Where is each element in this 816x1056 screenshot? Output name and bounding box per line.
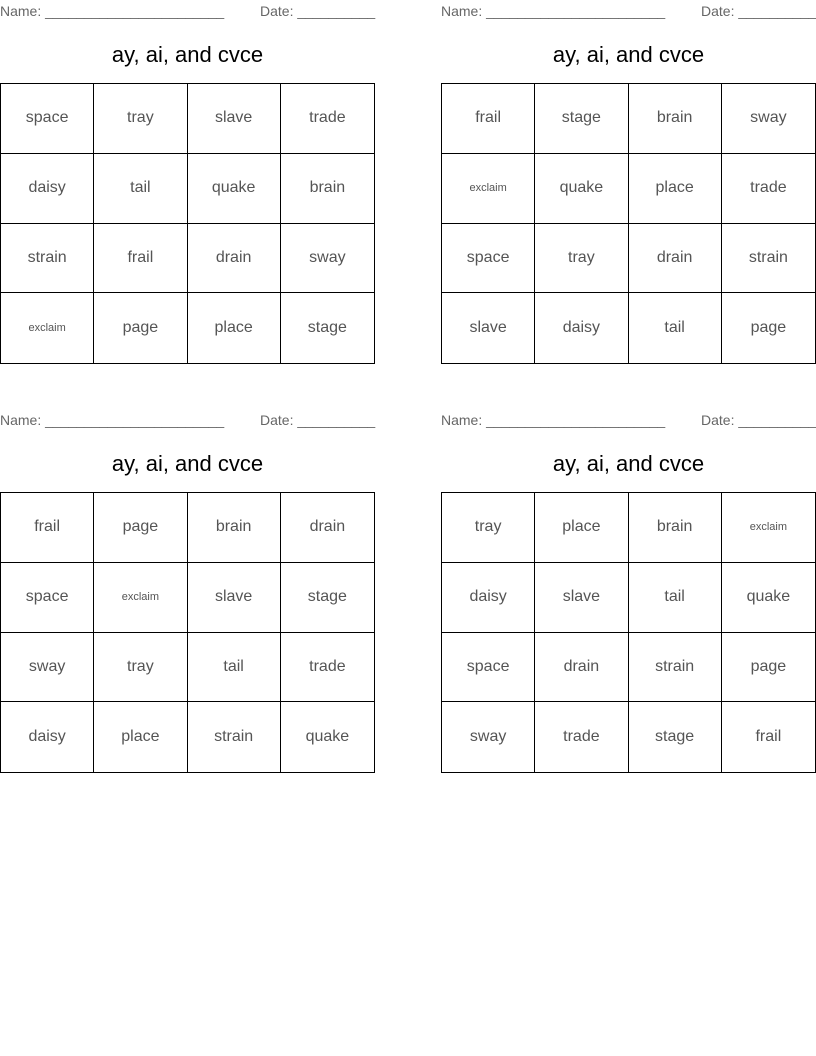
bingo-cell: trade [722, 154, 815, 224]
card-title: ay, ai, and cvce [111, 42, 264, 67]
bingo-cell: space [442, 224, 535, 294]
bingo-cell: page [94, 293, 187, 363]
bingo-cell: strain [188, 702, 281, 772]
bingo-cell: slave [188, 84, 281, 154]
bingo-cell: trade [535, 702, 628, 772]
bingo-cell: daisy [1, 154, 94, 224]
bingo-cell: page [94, 493, 187, 563]
card-title: ay, ai, and cvce [552, 451, 705, 476]
bingo-card-2 [441, 0, 816, 364]
card-header [0, 412, 375, 428]
bingo-cell: place [188, 293, 281, 363]
bingo-card-4 [441, 409, 816, 773]
card-header [441, 412, 816, 428]
bingo-cell: tray [535, 224, 628, 294]
bingo-cell: slave [535, 563, 628, 633]
bingo-cell: brain [188, 493, 281, 563]
bingo-cell: slave [442, 293, 535, 363]
name-field: Name: _______________________ [441, 3, 666, 19]
bingo-cell: slave [188, 563, 281, 633]
bingo-cell: brain [629, 493, 722, 563]
bingo-cell: quake [305, 728, 350, 746]
bingo-cell: drain [629, 224, 722, 294]
bingo-cell: stage [629, 702, 722, 772]
bingo-cell: sway [442, 702, 535, 772]
bingo-grid [0, 83, 375, 364]
date-field: Date: __________ [701, 412, 816, 428]
bingo-cell: tail [629, 293, 722, 363]
bingo-cell: quake [188, 154, 281, 224]
bingo-cell: brain [629, 84, 722, 154]
bingo-cell: page [750, 319, 787, 337]
bingo-cell: sway [1, 633, 94, 703]
bingo-cell: space [1, 563, 94, 633]
bingo-cell: sway [281, 224, 374, 294]
date-field: Date: __________ [260, 412, 376, 428]
bingo-cell: frail [94, 224, 187, 294]
bingo-cell: place [94, 702, 187, 772]
bingo-cell: space [442, 633, 535, 703]
bingo-cell: trade [281, 84, 374, 154]
name-field: Name: _______________________ [441, 412, 666, 428]
card-title: ay, ai, and cvce [552, 42, 705, 67]
bingo-cell: stage [281, 563, 374, 633]
date-field: Date: __________ [260, 3, 376, 19]
bingo-cell: daisy [442, 563, 535, 633]
bingo-cell: exclaim [442, 154, 535, 224]
bingo-cell: strain [629, 633, 722, 703]
bingo-cell: page [722, 633, 815, 703]
card-header [0, 3, 375, 19]
bingo-card-3 [0, 409, 375, 773]
bingo-grid [441, 492, 816, 773]
bingo-cell: frail [755, 728, 782, 746]
bingo-cell: space [1, 84, 94, 154]
bingo-cell: drain [188, 224, 281, 294]
bingo-cell: strain [1, 224, 94, 294]
name-field: Name: _______________________ [0, 412, 225, 428]
bingo-cell: drain [535, 633, 628, 703]
bingo-cell: quake [722, 563, 815, 633]
bingo-cell: quake [535, 154, 628, 224]
bingo-cell: place [629, 154, 722, 224]
bingo-grid [0, 492, 375, 773]
bingo-cell: stage [307, 319, 347, 337]
card-header [441, 3, 816, 19]
card-title: ay, ai, and cvce [111, 451, 264, 476]
bingo-cell: drain [281, 493, 374, 563]
bingo-cell: frail [1, 493, 94, 563]
bingo-cell: trade [281, 633, 374, 703]
bingo-cell: stage [535, 84, 628, 154]
bingo-cell: tail [94, 154, 187, 224]
bingo-cell: daisy [1, 702, 94, 772]
bingo-cell: place [535, 493, 628, 563]
bingo-cell: sway [722, 84, 815, 154]
bingo-cell: daisy [535, 293, 628, 363]
bingo-cell: frail [442, 84, 535, 154]
bingo-cell: tray [94, 633, 187, 703]
date-field: Date: __________ [701, 3, 816, 19]
bingo-cell: tray [442, 493, 535, 563]
bingo-grid [441, 83, 816, 364]
bingo-cell: exclaim [722, 493, 815, 563]
bingo-cell: tray [94, 84, 187, 154]
name-field: Name: _______________________ [0, 3, 225, 19]
bingo-cell: exclaim [1, 293, 94, 363]
bingo-cell: tail [188, 633, 281, 703]
bingo-cell: tail [629, 563, 722, 633]
bingo-cell: exclaim [94, 563, 187, 633]
bingo-cell: strain [722, 224, 815, 294]
bingo-cell: brain [281, 154, 374, 224]
bingo-card-1 [0, 0, 375, 364]
